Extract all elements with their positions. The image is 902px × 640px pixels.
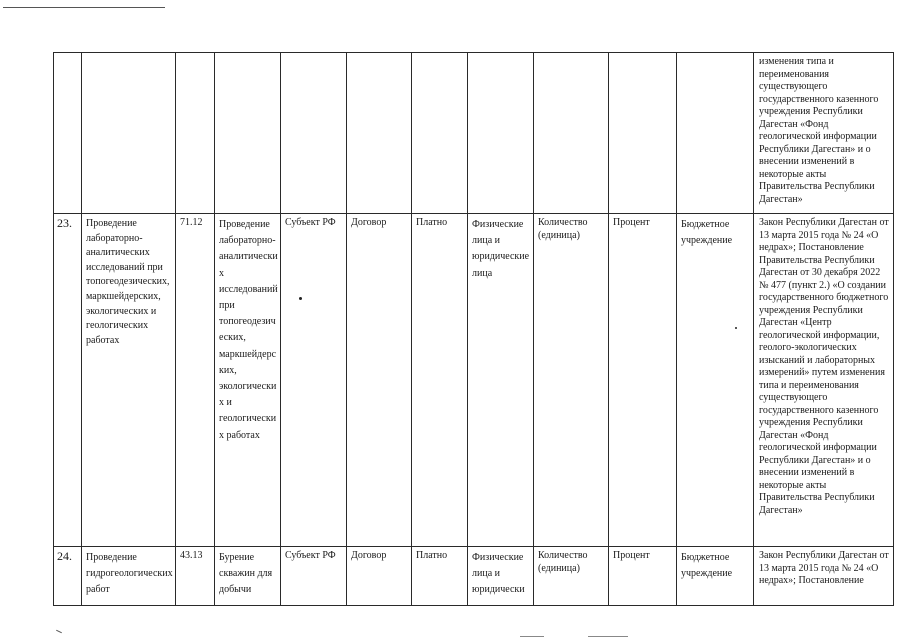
- provision-basis: Договор: [347, 214, 412, 547]
- okved-code: [176, 53, 215, 214]
- okved-code: 43.13: [176, 547, 215, 606]
- consumer-category: [468, 53, 534, 214]
- service-name: Проведение лабораторно-аналитических исследований при топогеодезических, маркшейдерских, экологических и геологических работах: [82, 214, 176, 547]
- service-content: Проведение лабораторно-аналитических исследований при топогеодезических, маркшейдерских, экологических и геологических работах: [215, 214, 281, 547]
- scan-mark: [520, 636, 544, 637]
- quality-unit: Процент: [609, 214, 677, 547]
- institution-type: Бюджетное учреждение: [677, 214, 754, 547]
- row-number: [54, 53, 82, 214]
- service-content: [215, 53, 281, 214]
- scan-mark: [56, 630, 62, 633]
- provision-basis: [347, 53, 412, 214]
- payment-type: Платно: [412, 214, 468, 547]
- legal-basis: Закон Республики Дагестан от 13 марта 2015 года № 24 «О недрах»; Постановление Правительства Республики Дагестан от 30 декабря 2022 № 477 (пункт 2.) «О создании государственного бюджетного учреждения Республики Дагестан «Центр геологической информации, геолого-экологических изысканий и лабораторных измерений» путем изменения типа и переименования существующего государственного казенного учреждения Республики Дагестан «Фонд геологической информации Республики Дагестан» и о внесении изменений в некоторые акты Правительства Республики Дагестан»: [754, 214, 894, 547]
- table-row: [54, 547, 894, 606]
- quality-unit: Процент: [609, 547, 677, 606]
- payment-type: Платно: [412, 547, 468, 606]
- consumer-category: Физические лица и юридические лица: [468, 214, 534, 547]
- consumer-category: Физические лица и юридически: [468, 547, 534, 606]
- table-row: [54, 214, 894, 547]
- institution-type: Бюджетное учреждение: [677, 547, 754, 606]
- okved-code: 71.12: [176, 214, 215, 547]
- legal-basis: изменения типа и переименования существующего государственного казенного учреждения Республики Дагестан «Фонд геологической информации Республики Дагестан» и о внесении изменений в некоторые акты Правительства Республики Дагестан»: [754, 53, 894, 214]
- scan-speck: [735, 327, 737, 329]
- volume-indicator: [534, 53, 609, 214]
- provision-basis: Договор: [347, 547, 412, 606]
- authority-level: Субъект РФ: [281, 547, 347, 606]
- row-number: 23.: [54, 214, 82, 547]
- table-row: [54, 53, 894, 214]
- volume-indicator: Количество (единица): [534, 214, 609, 547]
- service-content: Бурение скважин для добычи: [215, 547, 281, 606]
- legal-basis: Закон Республики Дагестан от 13 марта 2015 года № 24 «О недрах»; Постановление: [754, 547, 894, 606]
- authority-level: [281, 53, 347, 214]
- institution-type: [677, 53, 754, 214]
- payment-type: [412, 53, 468, 214]
- row-number: 24.: [54, 547, 82, 606]
- scan-speck: [299, 297, 302, 300]
- services-table: [53, 52, 894, 606]
- scan-mark: [588, 636, 628, 637]
- quality-unit: [609, 53, 677, 214]
- service-name: [82, 53, 176, 214]
- volume-indicator: Количество (единица): [534, 547, 609, 606]
- page-top-rule: [3, 7, 165, 8]
- authority-level: Субъект РФ: [281, 214, 347, 547]
- service-name: Проведение гидрогеологических работ: [82, 547, 176, 606]
